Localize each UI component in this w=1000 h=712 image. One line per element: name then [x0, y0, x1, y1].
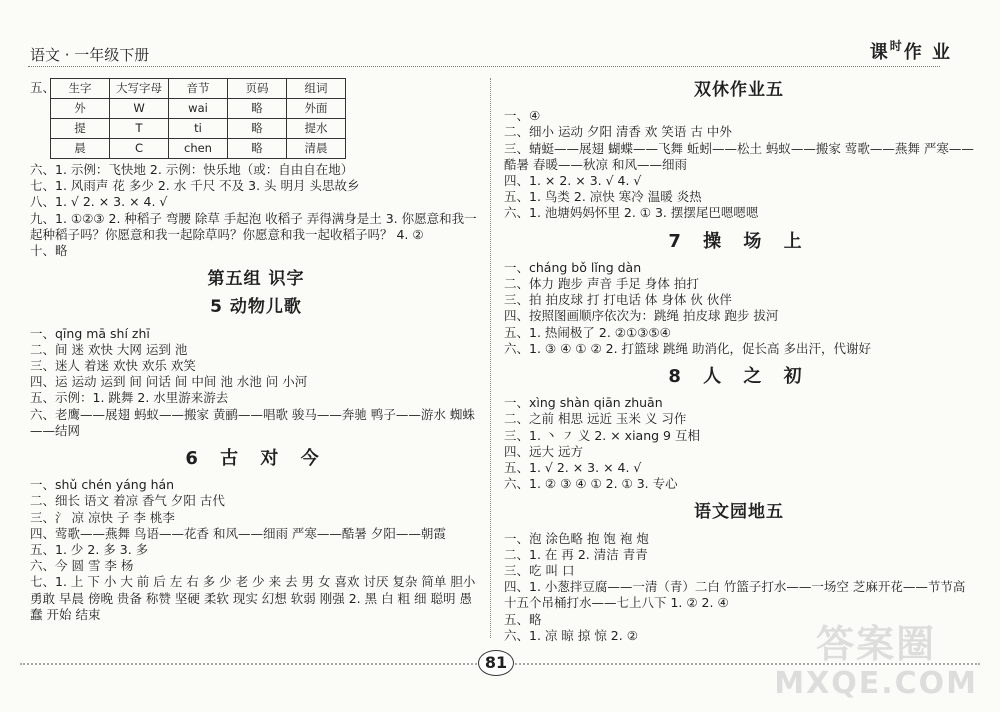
answer-line: 二、1. 在 再 2. 清洁 青青 — [504, 546, 648, 562]
answer-line: 四、远大 远方 — [504, 443, 583, 459]
answer-line: 二、细小 运动 夕阳 清香 欢 笑语 古 中外 — [504, 124, 732, 140]
character-table-section — [30, 78, 482, 159]
table-header: 生字 — [51, 79, 110, 99]
answer-line: 七、1. 上 下 小 大 前 后 左 右 多 少 老 少 来 去 男 女 喜欢 讨厌 复杂 简单 胆小 勇敢 早晨 傍晚 贵备 称赞 坚硬 柔软 现实 幻想 软弱 刚强 2. 黑 白 粗 细 聪明 愚蠢 开始 结束 — [30, 574, 476, 622]
table-cell: ti — [169, 119, 228, 139]
table-header: 大写字母 — [110, 79, 169, 99]
table-cell: 晨 — [51, 139, 110, 159]
character-table — [50, 78, 346, 159]
answer-line: 七、1. 风雨声 花 多少 2. 水 千尺 不及 3. 头 明月 头思故乡 — [30, 178, 360, 194]
answer-line: 二、间 迷 欢快 大网 运到 池 — [30, 341, 188, 357]
answer-line: 十、略 — [30, 243, 68, 259]
answer-line: 三、蜻蜓——展翅 蝴蝶——飞舞 蚯蚓——松土 蚂蚁——搬家 莺歌——燕舞 严寒——酷暑 春暖——秋凉 和风——细雨 — [504, 140, 974, 172]
site-watermark — [774, 624, 978, 704]
left-column — [30, 78, 482, 623]
answer-line: 四、按照图画顺序依次为：跳绳 拍皮球 跑步 拔河 — [504, 308, 779, 324]
answer-line: 一、cháng bǒ lǐng dàn — [504, 259, 642, 275]
watermark-url: MXQE.COM — [774, 666, 978, 701]
answer-line: 一、泡 涂色略 抱 饱 袍 炮 — [504, 530, 649, 546]
answer-line: 三、拍 拍皮球 打 打电话 体 身体 伙 伙伴 — [504, 292, 732, 308]
answer-line: 五、1. 热闹极了 2. ②①③⑤④ — [504, 324, 671, 340]
brand-char-1: 课 — [869, 42, 890, 63]
table-cell: 清晨 — [287, 139, 346, 159]
table-row — [51, 119, 346, 139]
answer-line: 三、吃 叫 口 — [504, 563, 575, 579]
lesson-title: 7 操 场 上 — [668, 230, 810, 252]
answer-line: 四、运 运动 运到 间 问话 间 中间 池 水池 问 小河 — [30, 374, 308, 390]
page-number: 81 — [478, 650, 514, 676]
brand-char-3: 作 — [903, 42, 924, 63]
table-row — [51, 99, 346, 119]
table-cell: 提水 — [287, 119, 346, 139]
answer-line: 三、1. 丶 ㇇ 义 2. × xiang 9 互相 — [504, 427, 700, 443]
lesson-title: 6 古 对 今 — [185, 448, 327, 470]
table-cell: 略 — [228, 119, 287, 139]
answer-line: 一、xìng shàn qiān zhuān — [504, 395, 663, 411]
table-cell: 略 — [228, 139, 287, 159]
question-label: 五、 — [30, 80, 56, 95]
table-cell: chen — [169, 139, 228, 159]
table-cell: 外面 — [287, 99, 346, 119]
brand-char-4: 业 — [932, 42, 952, 63]
answer-line: 五、略 — [504, 611, 542, 627]
answer-line: 六、1. 示例：飞快地 2. 示例：快乐地（或：自由自在地） — [30, 162, 354, 177]
column-divider — [490, 78, 491, 638]
answer-line: 八、1. √ 2. × 3. × 4. √ — [30, 194, 168, 210]
section-title: 双休作业五 — [694, 80, 784, 100]
table-cell: 外 — [51, 99, 110, 119]
header-divider — [28, 66, 940, 67]
group-title: 第五组 识字 — [207, 269, 305, 290]
table-row — [51, 139, 346, 159]
answer-line: 六、1. 池塘妈妈怀里 2. ① 3. 摆摆尾巴嗯嗯嗯 — [504, 205, 759, 221]
table-header-row — [51, 79, 346, 99]
answer-line: 四、1. 小葱拌豆腐——一清（青）二白 竹篮子打水——一场空 芝麻开花——节节高 十五个吊桶打水——七上八下 1. ② 2. ④ — [504, 579, 966, 611]
book-title: 语文 · 一年级下册 — [30, 46, 150, 64]
brand-char-2: 时 — [889, 39, 904, 53]
answer-line: 五、1. 鸟类 2. 凉快 寒冷 温暖 炎热 — [504, 189, 702, 205]
right-column — [504, 78, 974, 644]
lesson-title: 8 人 之 初 — [668, 366, 810, 388]
answer-line: 三、氵 凉 凉快 子 李 桃李 — [30, 509, 175, 525]
answer-line: 六、1. ② ③ ④ ① 2. ① 3. 专心 — [504, 476, 678, 492]
answer-line: 二、之前 相思 远近 玉米 义 习作 — [504, 411, 687, 427]
table-cell: T — [110, 119, 169, 139]
answer-line: 六、1. ③ ④ ① ② 2. 打篮球 跳绳 助消化，促长高 多出汗，代谢好 — [504, 340, 871, 356]
answer-line: 一、shǔ chén yáng hán — [30, 477, 175, 493]
table-header: 组词 — [287, 79, 346, 99]
lesson-title: 5 动物儿歌 — [210, 297, 302, 318]
table-cell: 提 — [51, 119, 110, 139]
answer-line: 六、今 圆 雪 李 杨 — [30, 558, 134, 574]
section-title: 语文园地五 — [694, 502, 784, 523]
answer-line: 三、迷人 着迷 欢快 欢乐 欢笑 — [30, 358, 196, 374]
answer-line: 六、1. 凉 晾 掠 惊 2. ② — [504, 627, 638, 643]
answer-line: 四、莺歌——燕舞 鸟语——花香 和风——细雨 严寒——酷暑 夕阳——朝霞 — [30, 525, 446, 541]
table-cell: C — [110, 139, 169, 159]
answer-line: 四、1. × 2. × 3. √ 4. √ — [504, 173, 642, 189]
answer-line: 一、④ — [504, 108, 541, 124]
table-cell: W — [110, 99, 169, 119]
answer-line: 一、qīng mā shí zhī — [30, 325, 150, 341]
answer-line: 九、1. ①②③ 2. 种稻子 弯腰 除草 手起泡 收稻子 弄得满身是土 3. 你愿意和我一起种稻子吗？你愿意和我一起除草吗？你愿意和我一起收稻子吗？ 4. ② — [30, 210, 477, 242]
table-header: 页码 — [228, 79, 287, 99]
series-brand — [870, 38, 952, 64]
table-cell: wai — [169, 99, 228, 119]
answer-line: 五、1. 少 2. 多 3. 多 — [30, 542, 149, 558]
answer-line: 二、细长 语文 着凉 香气 夕阳 古代 — [30, 493, 225, 509]
table-cell: 略 — [228, 99, 287, 119]
answer-line: 二、体力 跑步 声音 手足 身体 拍打 — [504, 276, 699, 292]
answer-line: 五、示例：1. 跳舞 2. 水里游来游去 — [30, 390, 229, 406]
table-header: 音节 — [169, 79, 228, 99]
watermark-title: 答案圈 — [816, 622, 937, 666]
answer-line: 五、1. √ 2. × 3. × 4. √ — [504, 460, 642, 476]
answer-line: 六、老鹰——展翅 蚂蚁——搬家 黄鹂——唱歌 骏马——奔驰 鸭子——游水 蜘蛛——结网 — [30, 406, 475, 438]
